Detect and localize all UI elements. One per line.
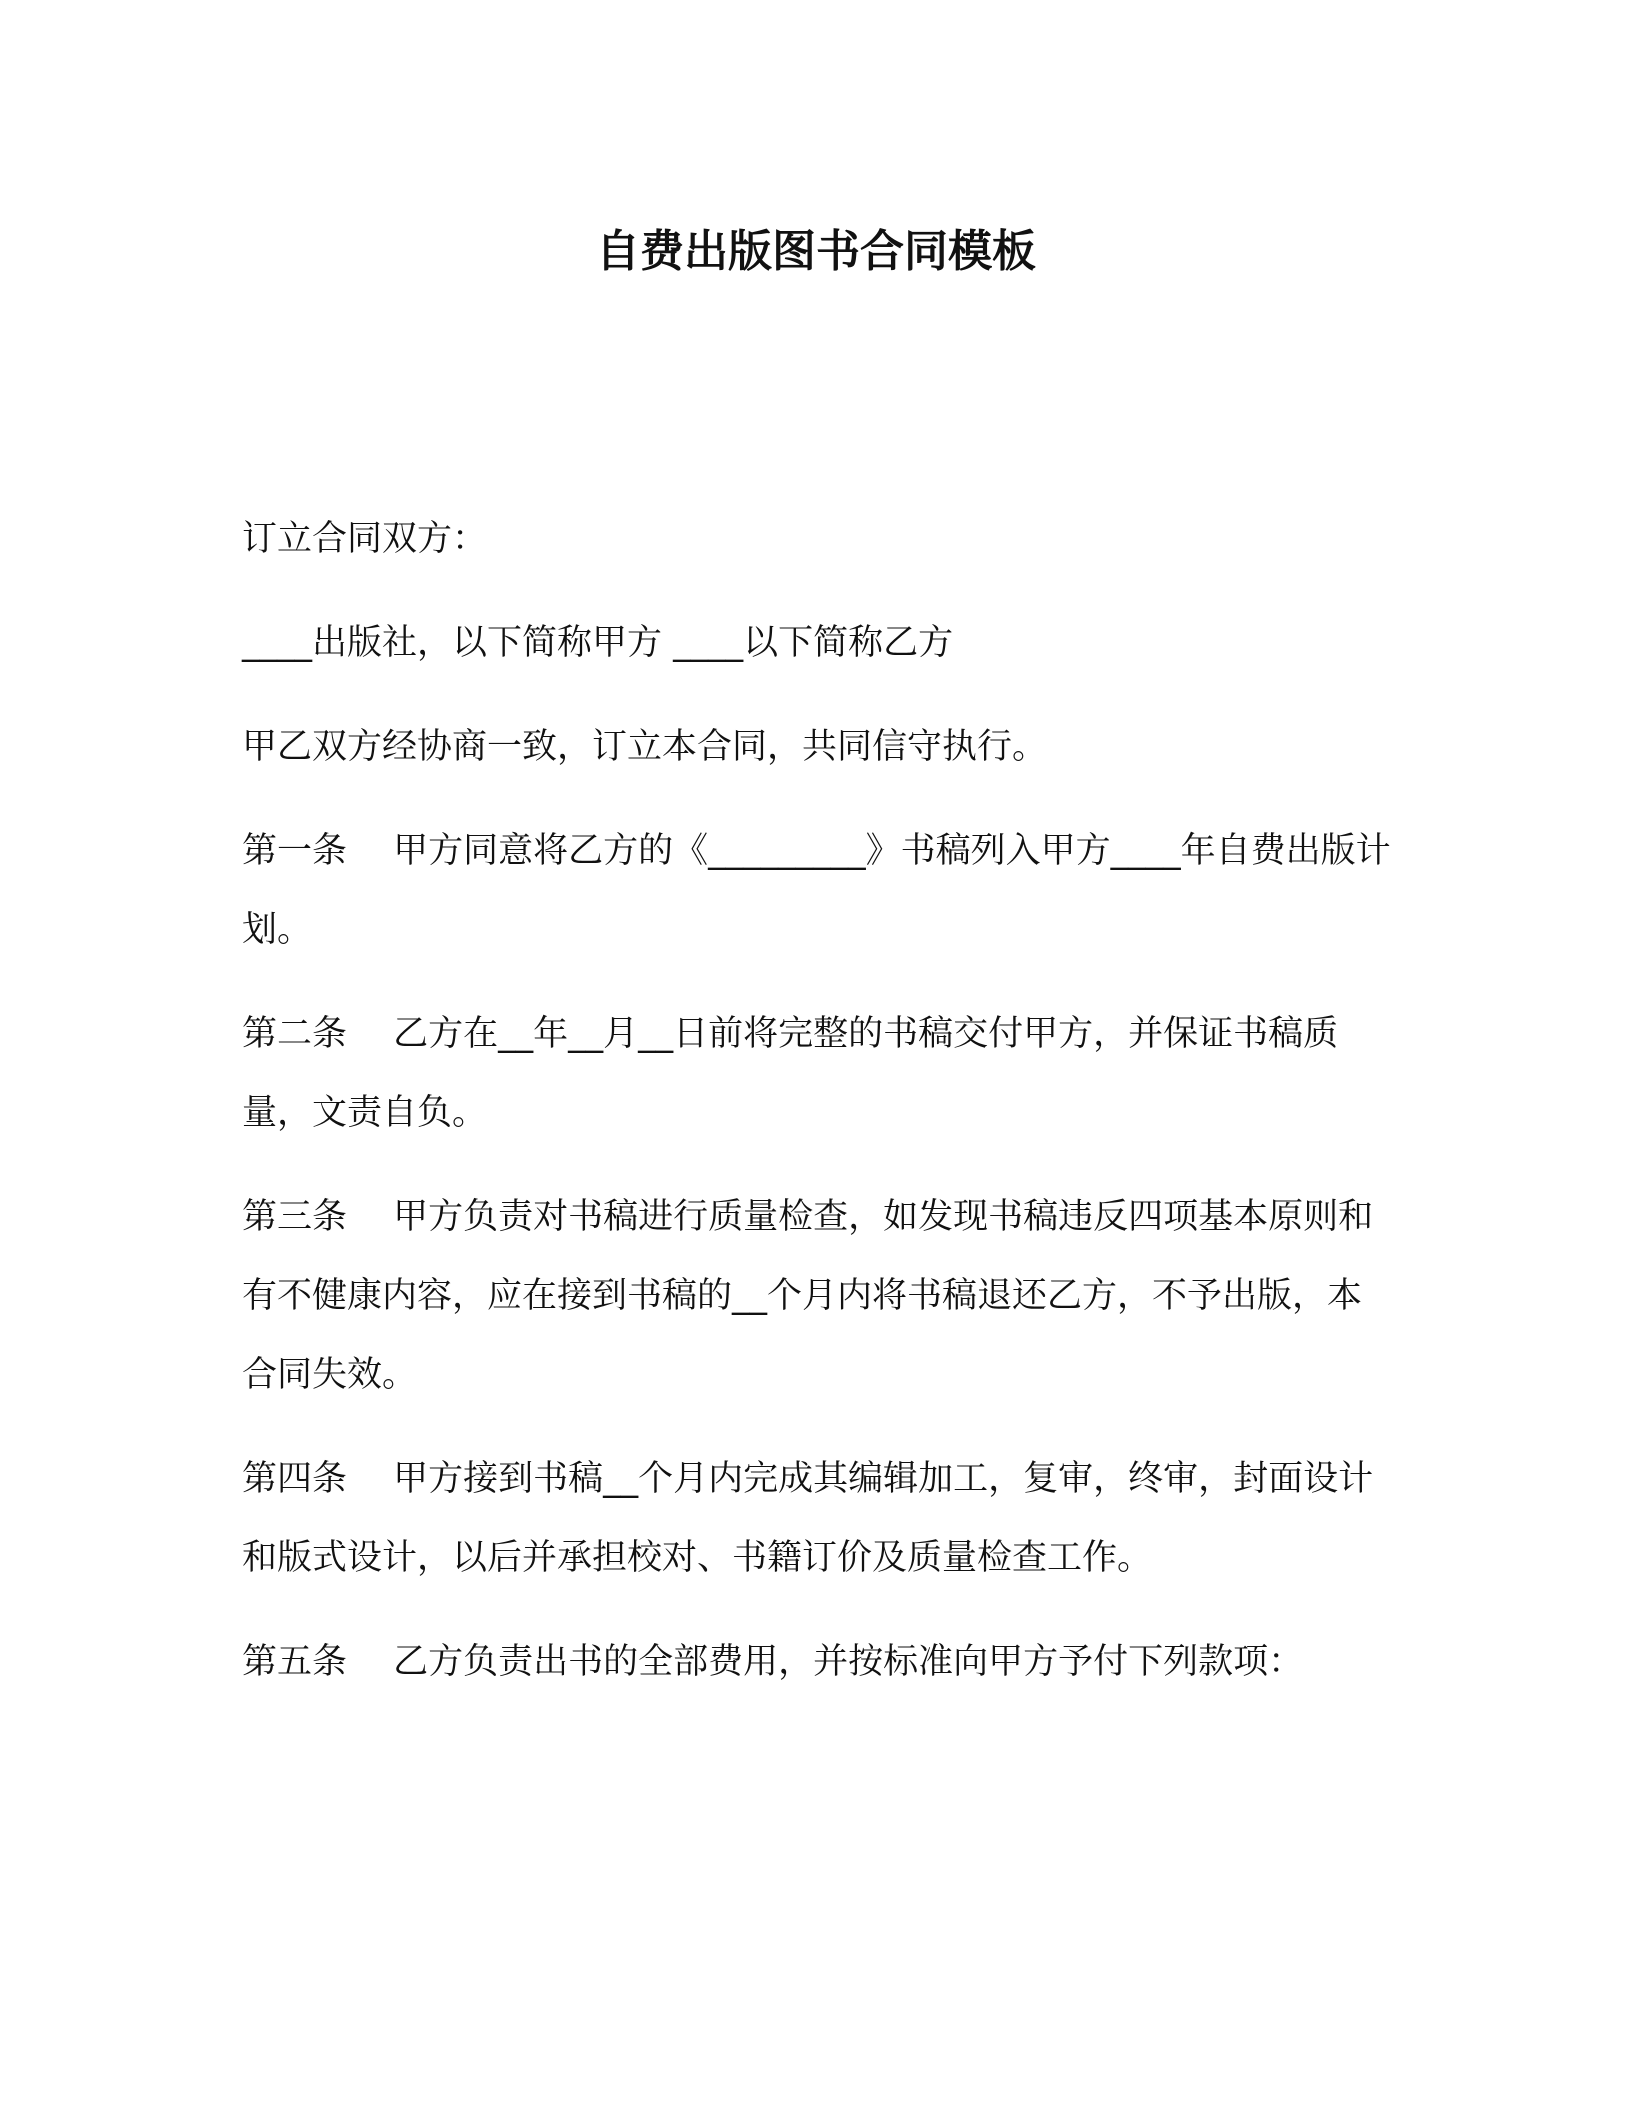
article-2: 第二条 乙方在__年__月__日前将完整的书稿交付甲方，并保证书稿质量，文责自负。 (242, 1014, 1339, 1133)
parties-heading: 订立合同双方： (242, 519, 488, 559)
document-title: 自费出版图书合同模板 (596, 226, 1036, 277)
document-body (242, 500, 1392, 1727)
agreement-statement: 甲乙双方经协商一致，订立本合同，共同信守执行。 (242, 727, 1048, 767)
article-5: 第五条 乙方负责出书的全部费用，并按标准向甲方予付下列款项： (242, 1642, 1304, 1682)
article-1: 第一条 甲方同意将乙方的《_________》书稿列入甲方____年自费出版计划。 (242, 831, 1391, 950)
parties-line: ____出版社，以下简称甲方 ____以下简称乙方 (242, 623, 954, 663)
article-4: 第四条 甲方接到书稿__个月内完成其编辑加工，复审，终审，封面设计和版式设计，以后并承担校对、书籍订价及质量检查工作。 (242, 1459, 1374, 1578)
article-3: 第三条 甲方负责对书稿进行质量检查，如发现书稿违反四项基本原则和有不健康内容，应在接到书稿的__个月内将书稿退还乙方，不予出版，本合同失效。 (242, 1197, 1374, 1395)
